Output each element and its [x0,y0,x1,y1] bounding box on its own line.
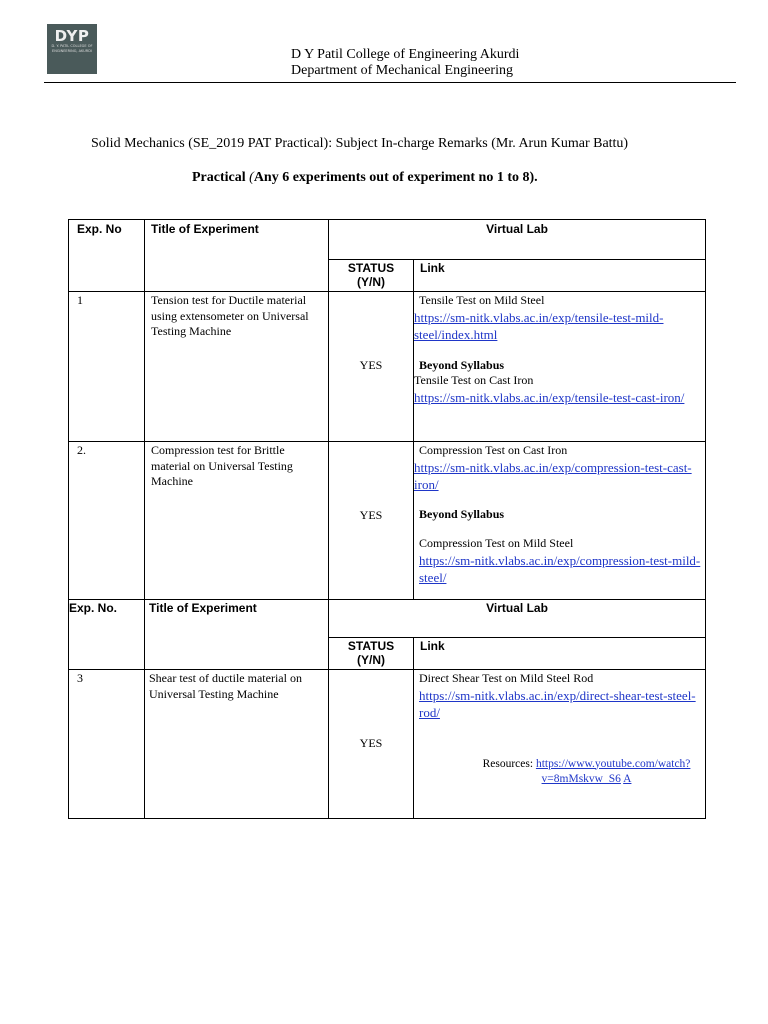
resources-label: Resources: [482,757,536,770]
vlab-link[interactable]: https://sm-nitk.vlabs.ac.in/exp/compression-test-cast-iron/ [414,459,692,492]
college-name: D Y Patil College of Engineering Akurdi [291,47,520,62]
beyond-syllabus-label: Beyond Syllabus [419,506,505,521]
col-header-virtual-lab: Virtual Lab [329,220,706,260]
experiments-table-1 [68,219,706,600]
practical-heading [192,170,538,186]
col-header-status: STATUS (Y/N) [329,638,414,670]
col-header-link: Link [414,638,706,670]
logo-text: DYP [54,27,90,45]
link-cell [414,670,706,819]
link-cell [414,442,706,600]
exp-no-cell: 2. [69,442,145,600]
beyond-syllabus-label: Beyond Syllabus [419,357,505,372]
subject-line: Solid Mechanics (SE_2019 PAT Practical): Subject In-charge Remarks (Mr. Arun Kumar Battu) [91,136,629,151]
status-cell: YES [329,292,414,442]
practical-paren: ( [249,170,254,185]
link-cell [414,292,706,442]
col-header-virtual-lab: Virtual Lab [329,600,706,638]
table-header-row [69,220,706,260]
exp-title-cell: Shear test of ductile material on Universal Testing Machine [145,670,329,819]
practical-rest: Any 6 experiments out of experiment no 1 to 8). [253,170,538,185]
link-name: Tensile Test on Mild Steel [419,293,545,307]
header-divider [44,82,736,83]
beyond-link-name: Tensile Test on Cast Iron [414,373,534,387]
status-cell: YES [329,442,414,600]
exp-no-cell: 1 [69,292,145,442]
vlab-link[interactable]: https://sm-nitk.vlabs.ac.in/exp/tensile-test-mild-steel/index.html [414,309,664,342]
table-header-row [69,600,706,638]
status-cell: YES [329,670,414,819]
col-header-title: Title of Experiment [145,600,329,670]
exp-no-cell: 3 [69,670,145,819]
youtube-link[interactable]: https://www.youtube.com/watch?v=8mMskvw_S6 [535,757,691,785]
college-logo [47,24,97,74]
practical-prefix: Practical [192,170,250,185]
col-header-link: Link [414,260,706,292]
col-header-exp-no: Exp. No. [69,600,145,670]
beyond-vlab-link[interactable]: https://sm-nitk.vlabs.ac.in/exp/compression-test-mild-steel/ [419,552,701,585]
table-row [69,442,706,600]
logo-subtext: D. Y. PATIL COLLEGE OF ENGINEERING, AKURDI [51,44,93,53]
youtube-link-tail[interactable]: A [623,772,632,785]
exp-title-cell: Compression test for Brittle material on Universal Testing Machine [145,442,329,600]
link-name: Direct Shear Test on Mild Steel Rod [419,671,594,685]
table-row [69,292,706,442]
experiments-table-2 [68,599,706,819]
page-header [291,47,519,79]
col-header-exp-no: Exp. No [69,220,145,292]
vlab-link[interactable]: https://sm-nitk.vlabs.ac.in/exp/direct-shear-test-steel-rod/ [419,687,696,720]
beyond-vlab-link[interactable]: https://sm-nitk.vlabs.ac.in/exp/tensile-test-cast-iron/ [414,389,685,405]
col-header-title: Title of Experiment [145,220,329,292]
table-row [69,670,706,819]
exp-title-cell: Tension test for Ductile material using extensometer on Universal Testing Machine [145,292,329,442]
beyond-link-name: Compression Test on Mild Steel [419,536,574,550]
department-name: Department of Mechanical Engineering [291,63,513,78]
col-header-status: STATUS (Y/N) [329,260,414,292]
resources-line [414,721,703,787]
link-name: Compression Test on Cast Iron [419,443,568,457]
